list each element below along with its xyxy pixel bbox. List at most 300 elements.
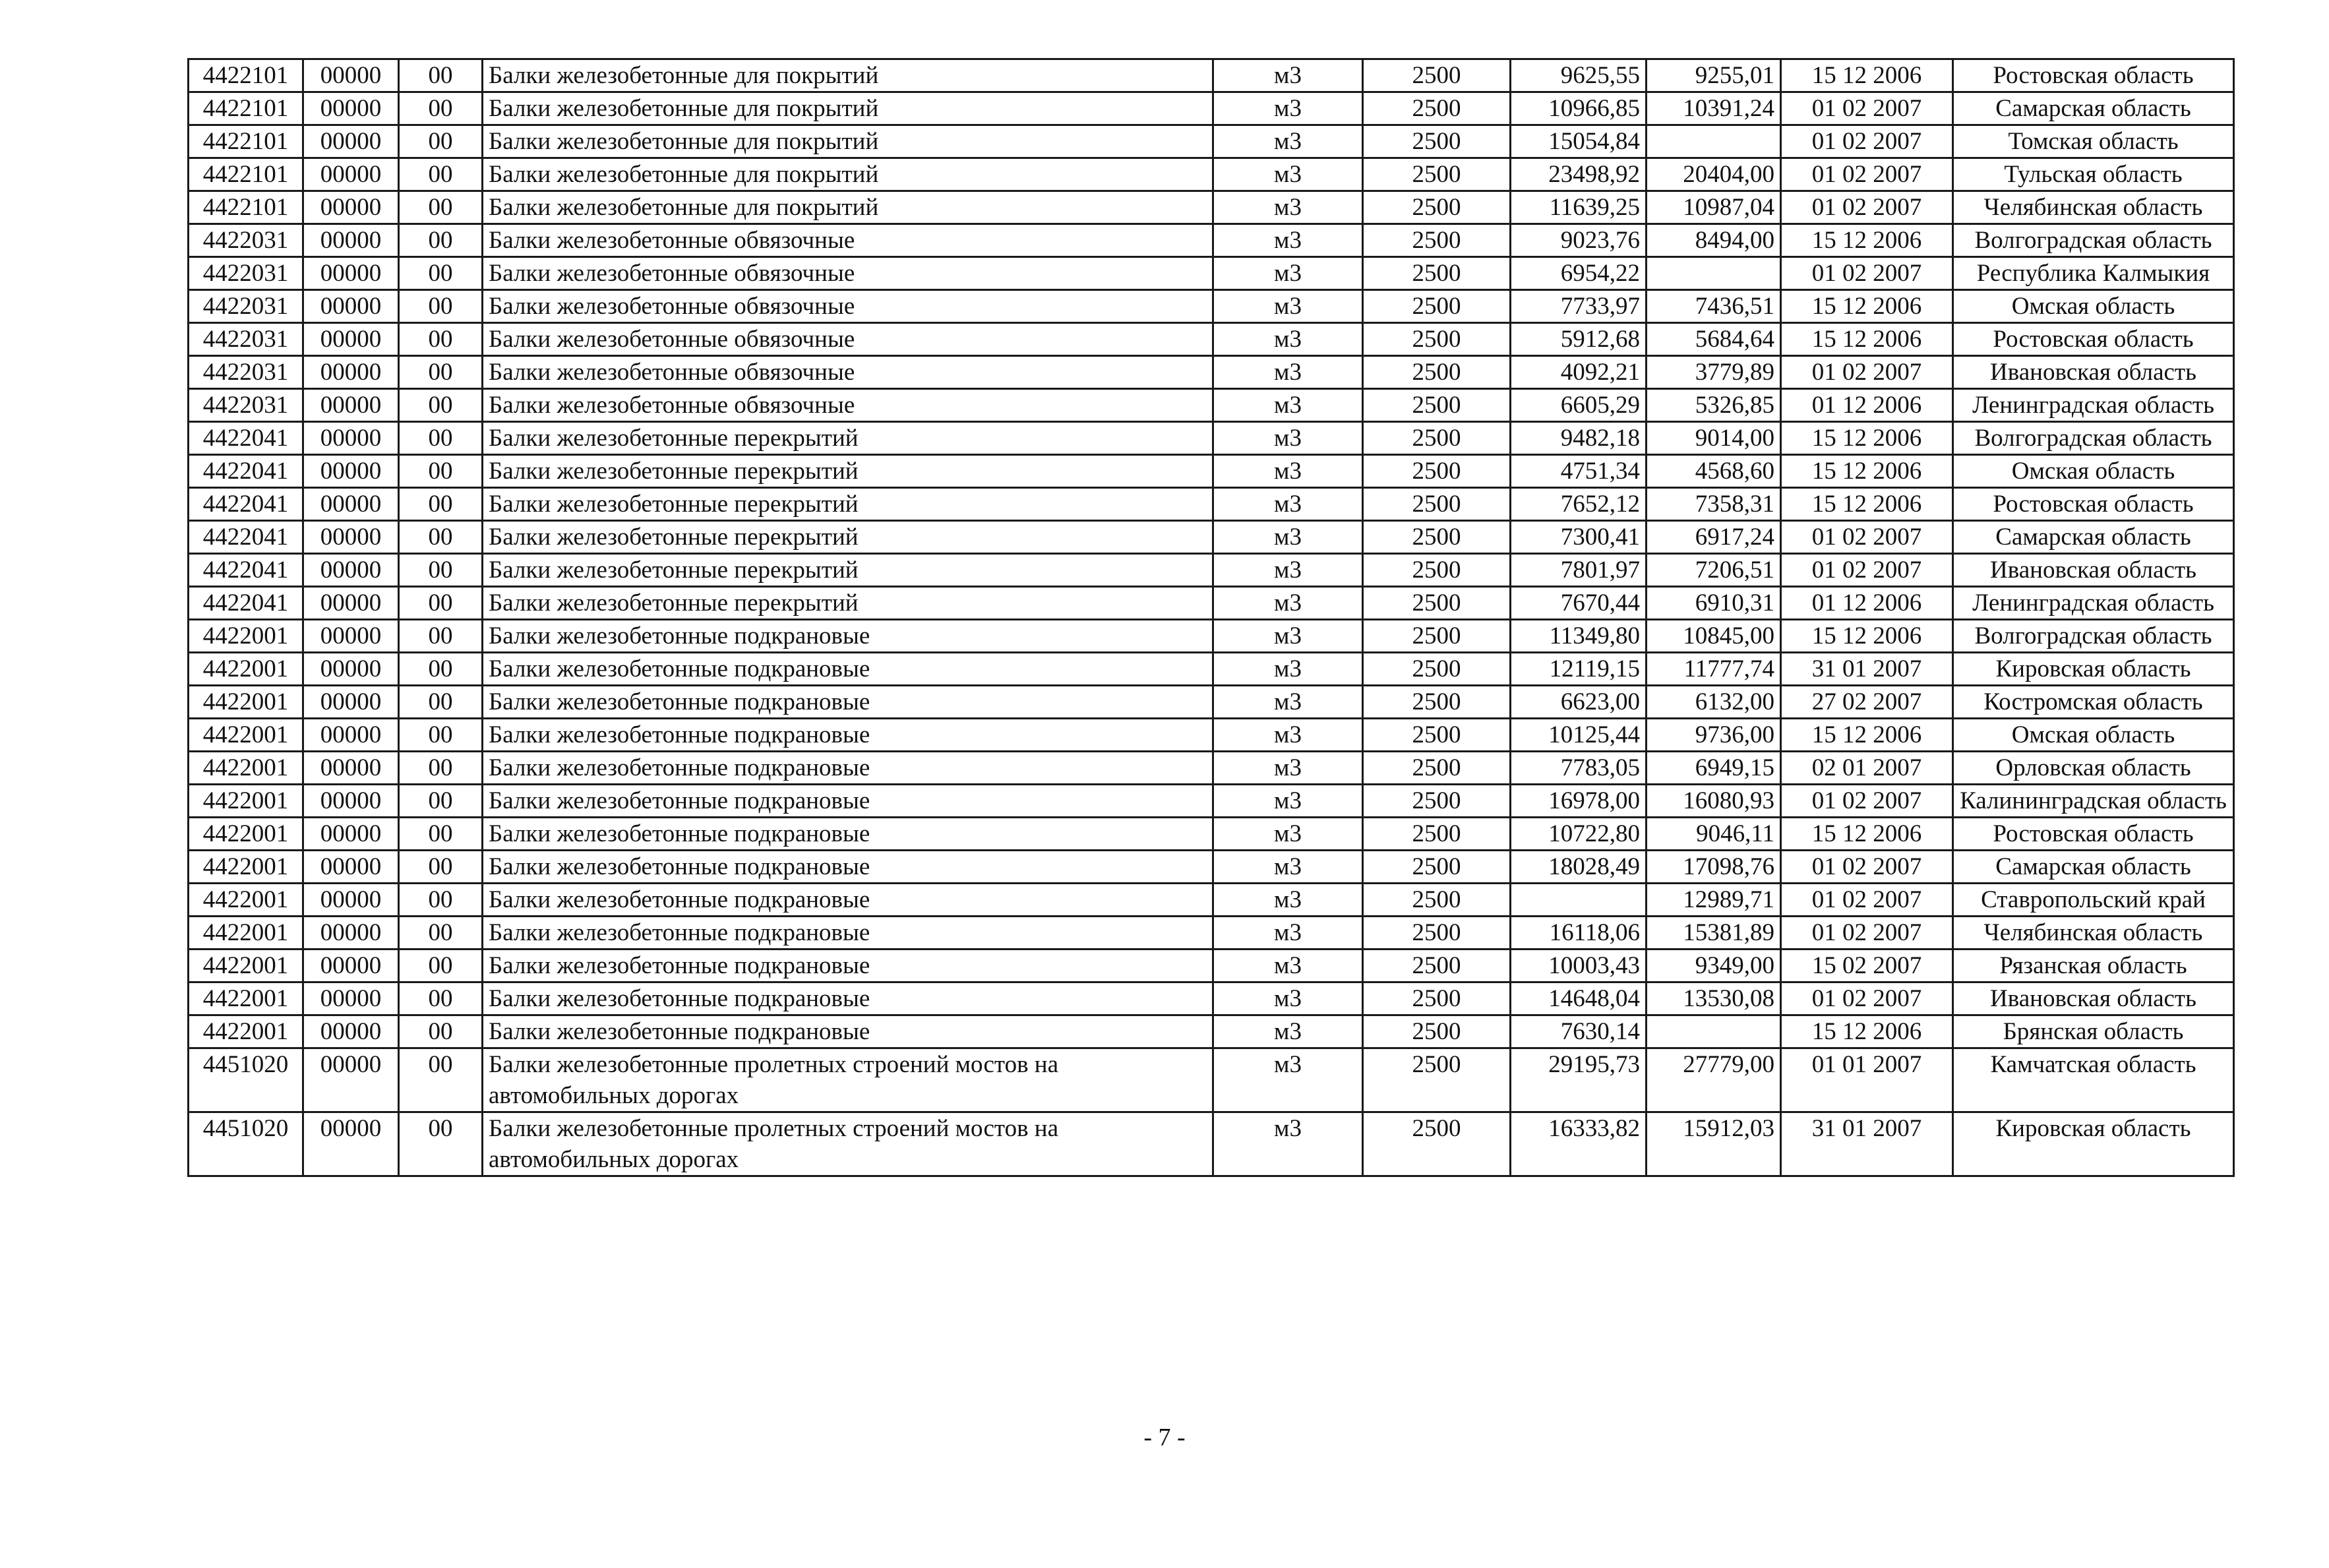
- table-row: [189, 158, 2234, 191]
- cell-region: Челябинская область: [1953, 917, 2234, 950]
- cell-code: 4422001: [189, 1015, 303, 1048]
- cell-product-name: Балки железобетонные для покрытий: [483, 125, 1213, 158]
- cell-grade: 2500: [1363, 752, 1511, 785]
- cell-code: 4451020: [189, 1112, 303, 1176]
- cell-region: Омская область: [1953, 455, 2234, 488]
- cell-product-name: Балки железобетонные для покрытий: [483, 191, 1213, 224]
- cell-grade: 2500: [1363, 290, 1511, 323]
- cell-price-1: 10003,43: [1511, 950, 1647, 982]
- cell-code: 4422001: [189, 719, 303, 752]
- cell-code: 4422001: [189, 982, 303, 1015]
- cell-price-1: 18028,49: [1511, 851, 1647, 884]
- cell-class: 00: [399, 455, 483, 488]
- cell-price-2: 10845,00: [1647, 620, 1781, 653]
- cell-class: 00: [399, 323, 483, 356]
- cell-grade: 2500: [1363, 455, 1511, 488]
- cell-price-2: 9736,00: [1647, 719, 1781, 752]
- cell-code: 4422101: [189, 125, 303, 158]
- cell-date: 15 02 2007: [1781, 950, 1953, 982]
- cell-grade: 2500: [1363, 653, 1511, 686]
- table-row: [189, 389, 2234, 422]
- cell-subcode: 00000: [303, 389, 399, 422]
- cell-date: 01 02 2007: [1781, 785, 1953, 818]
- cell-grade: 2500: [1363, 686, 1511, 719]
- cell-class: 00: [399, 917, 483, 950]
- cell-unit: м3: [1213, 257, 1363, 290]
- cell-price-2: 10391,24: [1647, 92, 1781, 125]
- cell-subcode: 00000: [303, 1112, 399, 1176]
- cell-price-1: 10722,80: [1511, 818, 1647, 851]
- table-row: [189, 455, 2234, 488]
- cell-date: 15 12 2006: [1781, 719, 1953, 752]
- cell-class: 00: [399, 719, 483, 752]
- cell-price-1: 9482,18: [1511, 422, 1647, 455]
- cell-code: 4422041: [189, 554, 303, 587]
- cell-date: 15 12 2006: [1781, 290, 1953, 323]
- cell-price-2: 3779,89: [1647, 356, 1781, 389]
- cell-region: Камчатская область: [1953, 1048, 2234, 1112]
- cell-date: 01 02 2007: [1781, 125, 1953, 158]
- cell-subcode: 00000: [303, 224, 399, 257]
- cell-product-name: Балки железобетонные перекрытий: [483, 521, 1213, 554]
- cell-class: 00: [399, 851, 483, 884]
- cell-code: 4422031: [189, 224, 303, 257]
- cell-grade: 2500: [1363, 1015, 1511, 1048]
- table-row: [189, 224, 2234, 257]
- cell-product-name: Балки железобетонные подкрановые: [483, 851, 1213, 884]
- cell-price-2: 9046,11: [1647, 818, 1781, 851]
- cell-date: 15 12 2006: [1781, 455, 1953, 488]
- cell-date: 02 01 2007: [1781, 752, 1953, 785]
- cell-unit: м3: [1213, 356, 1363, 389]
- cell-price-1: 6623,00: [1511, 686, 1647, 719]
- cell-subcode: 00000: [303, 290, 399, 323]
- table-row: [189, 92, 2234, 125]
- cell-price-1: 10966,85: [1511, 92, 1647, 125]
- cell-region: Волгоградская область: [1953, 422, 2234, 455]
- cell-subcode: 00000: [303, 818, 399, 851]
- cell-product-name: Балки железобетонные подкрановые: [483, 982, 1213, 1015]
- cell-unit: м3: [1213, 191, 1363, 224]
- table-row: [189, 587, 2234, 620]
- cell-date: 01 12 2006: [1781, 587, 1953, 620]
- cell-code: 4422001: [189, 620, 303, 653]
- cell-unit: м3: [1213, 752, 1363, 785]
- cell-code: 4422041: [189, 455, 303, 488]
- cell-product-name: Балки железобетонные подкрановые: [483, 1015, 1213, 1048]
- cell-unit: м3: [1213, 884, 1363, 917]
- cell-product-name: Балки железобетонные подкрановые: [483, 917, 1213, 950]
- cell-class: 00: [399, 554, 483, 587]
- cell-unit: м3: [1213, 389, 1363, 422]
- cell-class: 00: [399, 982, 483, 1015]
- cell-subcode: 00000: [303, 587, 399, 620]
- cell-product-name: Балки железобетонные пролетных строений мостов на автомобильных дорогах: [483, 1112, 1213, 1176]
- cell-price-2: [1647, 257, 1781, 290]
- cell-class: 00: [399, 125, 483, 158]
- cell-grade: 2500: [1363, 719, 1511, 752]
- cell-date: 15 12 2006: [1781, 59, 1953, 92]
- table-row: [189, 653, 2234, 686]
- cell-grade: 2500: [1363, 950, 1511, 982]
- cell-date: 15 12 2006: [1781, 224, 1953, 257]
- cell-region: Республика Калмыкия: [1953, 257, 2234, 290]
- cell-class: 00: [399, 1048, 483, 1112]
- cell-subcode: 00000: [303, 1048, 399, 1112]
- cell-price-2: 17098,76: [1647, 851, 1781, 884]
- cell-date: 15 12 2006: [1781, 620, 1953, 653]
- cell-date: 01 02 2007: [1781, 356, 1953, 389]
- cell-code: 4422101: [189, 191, 303, 224]
- cell-price-2: 13530,08: [1647, 982, 1781, 1015]
- cell-class: 00: [399, 620, 483, 653]
- cell-price-2: 8494,00: [1647, 224, 1781, 257]
- cell-price-2: 5326,85: [1647, 389, 1781, 422]
- cell-product-name: Балки железобетонные подкрановые: [483, 719, 1213, 752]
- cell-unit: м3: [1213, 290, 1363, 323]
- table-row: [189, 59, 2234, 92]
- cell-product-name: Балки железобетонные обвязочные: [483, 389, 1213, 422]
- cell-region: Ростовская область: [1953, 818, 2234, 851]
- table-row: [189, 752, 2234, 785]
- cell-product-name: Балки железобетонные перекрытий: [483, 422, 1213, 455]
- cell-price-1: 16333,82: [1511, 1112, 1647, 1176]
- cell-price-1: 11639,25: [1511, 191, 1647, 224]
- cell-price-2: 6910,31: [1647, 587, 1781, 620]
- cell-price-2: 5684,64: [1647, 323, 1781, 356]
- cell-price-1: 9625,55: [1511, 59, 1647, 92]
- table-row: [189, 1015, 2234, 1048]
- table-row: [189, 290, 2234, 323]
- cell-unit: м3: [1213, 455, 1363, 488]
- cell-class: 00: [399, 950, 483, 982]
- cell-date: 01 02 2007: [1781, 554, 1953, 587]
- cell-grade: 2500: [1363, 818, 1511, 851]
- cell-grade: 2500: [1363, 554, 1511, 587]
- cell-subcode: 00000: [303, 59, 399, 92]
- cell-unit: м3: [1213, 1112, 1363, 1176]
- cell-price-1: 15054,84: [1511, 125, 1647, 158]
- cell-class: 00: [399, 59, 483, 92]
- cell-price-1: 7630,14: [1511, 1015, 1647, 1048]
- cell-product-name: Балки железобетонные обвязочные: [483, 356, 1213, 389]
- cell-class: 00: [399, 224, 483, 257]
- cell-subcode: 00000: [303, 686, 399, 719]
- cell-product-name: Балки железобетонные перекрытий: [483, 554, 1213, 587]
- cell-class: 00: [399, 158, 483, 191]
- cell-price-2: 27779,00: [1647, 1048, 1781, 1112]
- cell-product-name: Балки железобетонные подкрановые: [483, 950, 1213, 982]
- cell-price-1: 23498,92: [1511, 158, 1647, 191]
- cell-region: Волгоградская область: [1953, 224, 2234, 257]
- cell-region: Кировская область: [1953, 1112, 2234, 1176]
- cell-date: 15 12 2006: [1781, 1015, 1953, 1048]
- cell-class: 00: [399, 92, 483, 125]
- cell-unit: м3: [1213, 323, 1363, 356]
- cell-unit: м3: [1213, 92, 1363, 125]
- table-row: [189, 1048, 2234, 1112]
- cell-subcode: 00000: [303, 1015, 399, 1048]
- cell-product-name: Балки железобетонные подкрановые: [483, 752, 1213, 785]
- cell-subcode: 00000: [303, 785, 399, 818]
- cell-region: Ленинградская область: [1953, 587, 2234, 620]
- cell-class: 00: [399, 587, 483, 620]
- cell-grade: 2500: [1363, 884, 1511, 917]
- cell-region: Омская область: [1953, 290, 2234, 323]
- cell-price-2: 15912,03: [1647, 1112, 1781, 1176]
- cell-class: 00: [399, 1112, 483, 1176]
- cell-price-1: 14648,04: [1511, 982, 1647, 1015]
- cell-region: Ростовская область: [1953, 323, 2234, 356]
- cell-grade: 2500: [1363, 356, 1511, 389]
- table-row: [189, 125, 2234, 158]
- cell-unit: м3: [1213, 950, 1363, 982]
- cell-date: 01 02 2007: [1781, 92, 1953, 125]
- cell-product-name: Балки железобетонные перекрытий: [483, 587, 1213, 620]
- cell-grade: 2500: [1363, 785, 1511, 818]
- cell-price-1: 7652,12: [1511, 488, 1647, 521]
- cell-subcode: 00000: [303, 851, 399, 884]
- cell-class: 00: [399, 686, 483, 719]
- table-row: [189, 488, 2234, 521]
- cell-class: 00: [399, 752, 483, 785]
- cell-date: 01 02 2007: [1781, 191, 1953, 224]
- cell-date: 01 02 2007: [1781, 521, 1953, 554]
- cell-code: 4422001: [189, 884, 303, 917]
- cell-subcode: 00000: [303, 719, 399, 752]
- table-row: [189, 785, 2234, 818]
- table-row: [189, 851, 2234, 884]
- cell-unit: м3: [1213, 653, 1363, 686]
- cell-price-1: 16978,00: [1511, 785, 1647, 818]
- cell-region: Самарская область: [1953, 851, 2234, 884]
- cell-date: 01 01 2007: [1781, 1048, 1953, 1112]
- cell-region: Самарская область: [1953, 92, 2234, 125]
- cell-price-1: 7801,97: [1511, 554, 1647, 587]
- cell-class: 00: [399, 356, 483, 389]
- cell-subcode: 00000: [303, 323, 399, 356]
- cell-unit: м3: [1213, 488, 1363, 521]
- cell-unit: м3: [1213, 125, 1363, 158]
- cell-grade: 2500: [1363, 323, 1511, 356]
- cell-region: Тульская область: [1953, 158, 2234, 191]
- cell-code: 4422001: [189, 686, 303, 719]
- cell-unit: м3: [1213, 422, 1363, 455]
- cell-code: 4422001: [189, 950, 303, 982]
- cell-price-2: 7436,51: [1647, 290, 1781, 323]
- cell-date: 01 02 2007: [1781, 982, 1953, 1015]
- cell-region: Орловская область: [1953, 752, 2234, 785]
- cell-code: 4422001: [189, 752, 303, 785]
- cell-date: 01 02 2007: [1781, 917, 1953, 950]
- cell-class: 00: [399, 191, 483, 224]
- cell-product-name: Балки железобетонные подкрановые: [483, 653, 1213, 686]
- table-row: [189, 422, 2234, 455]
- cell-date: 01 12 2006: [1781, 389, 1953, 422]
- cell-subcode: 00000: [303, 620, 399, 653]
- cell-grade: 2500: [1363, 257, 1511, 290]
- table-row: [189, 257, 2234, 290]
- cell-product-name: Балки железобетонные подкрановые: [483, 686, 1213, 719]
- cell-code: 4422001: [189, 851, 303, 884]
- cell-subcode: 00000: [303, 950, 399, 982]
- cell-region: Челябинская область: [1953, 191, 2234, 224]
- cell-price-1: 7733,97: [1511, 290, 1647, 323]
- table-row: [189, 1112, 2234, 1176]
- cell-price-1: 4092,21: [1511, 356, 1647, 389]
- cell-region: Самарская область: [1953, 521, 2234, 554]
- table-row: [189, 686, 2234, 719]
- cell-price-2: 6132,00: [1647, 686, 1781, 719]
- cell-subcode: 00000: [303, 653, 399, 686]
- cell-subcode: 00000: [303, 917, 399, 950]
- cell-unit: м3: [1213, 1015, 1363, 1048]
- cell-subcode: 00000: [303, 158, 399, 191]
- cell-price-1: 11349,80: [1511, 620, 1647, 653]
- cell-price-1: 7300,41: [1511, 521, 1647, 554]
- cell-price-1: 12119,15: [1511, 653, 1647, 686]
- cell-region: Ивановская область: [1953, 554, 2234, 587]
- cell-price-2: 4568,60: [1647, 455, 1781, 488]
- cell-price-1: 6605,29: [1511, 389, 1647, 422]
- cell-price-2: [1647, 1015, 1781, 1048]
- cell-unit: м3: [1213, 587, 1363, 620]
- table-row: [189, 323, 2234, 356]
- cell-price-2: 9014,00: [1647, 422, 1781, 455]
- cell-date: 15 12 2006: [1781, 488, 1953, 521]
- cell-class: 00: [399, 389, 483, 422]
- cell-region: Ивановская область: [1953, 356, 2234, 389]
- cell-price-2: 6917,24: [1647, 521, 1781, 554]
- cell-region: Ивановская область: [1953, 982, 2234, 1015]
- cell-class: 00: [399, 884, 483, 917]
- cell-product-name: Балки железобетонные обвязочные: [483, 257, 1213, 290]
- cell-product-name: Балки железобетонные подкрановые: [483, 785, 1213, 818]
- cell-subcode: 00000: [303, 356, 399, 389]
- page-number: - 7 -: [1143, 1424, 1186, 1451]
- cell-date: 31 01 2007: [1781, 653, 1953, 686]
- cell-price-1: [1511, 884, 1647, 917]
- cell-product-name: Балки железобетонные для покрытий: [483, 158, 1213, 191]
- cell-code: 4422031: [189, 290, 303, 323]
- cell-grade: 2500: [1363, 158, 1511, 191]
- table-row: [189, 884, 2234, 917]
- cell-code: 4422101: [189, 59, 303, 92]
- cell-date: 01 02 2007: [1781, 158, 1953, 191]
- cell-class: 00: [399, 290, 483, 323]
- cell-price-2: [1647, 125, 1781, 158]
- cell-date: 27 02 2007: [1781, 686, 1953, 719]
- cell-unit: м3: [1213, 686, 1363, 719]
- cell-price-2: 11777,74: [1647, 653, 1781, 686]
- cell-grade: 2500: [1363, 587, 1511, 620]
- cell-grade: 2500: [1363, 982, 1511, 1015]
- cell-code: 4422001: [189, 917, 303, 950]
- cell-product-name: Балки железобетонные для покрытий: [483, 59, 1213, 92]
- cell-subcode: 00000: [303, 554, 399, 587]
- cell-subcode: 00000: [303, 257, 399, 290]
- cell-date: 15 12 2006: [1781, 323, 1953, 356]
- cell-unit: м3: [1213, 1048, 1363, 1112]
- cell-class: 00: [399, 521, 483, 554]
- cell-region: Томская область: [1953, 125, 2234, 158]
- cell-unit: м3: [1213, 851, 1363, 884]
- cell-code: 4422001: [189, 785, 303, 818]
- cell-subcode: 00000: [303, 488, 399, 521]
- cell-subcode: 00000: [303, 982, 399, 1015]
- cell-price-2: 6949,15: [1647, 752, 1781, 785]
- cell-product-name: Балки железобетонные подкрановые: [483, 884, 1213, 917]
- cell-subcode: 00000: [303, 191, 399, 224]
- cell-grade: 2500: [1363, 488, 1511, 521]
- cell-code: 4422041: [189, 422, 303, 455]
- cell-price-2: 20404,00: [1647, 158, 1781, 191]
- cell-grade: 2500: [1363, 1048, 1511, 1112]
- cell-subcode: 00000: [303, 125, 399, 158]
- cell-date: 01 02 2007: [1781, 851, 1953, 884]
- table-row: [189, 982, 2234, 1015]
- cell-subcode: 00000: [303, 455, 399, 488]
- cell-price-2: 9255,01: [1647, 59, 1781, 92]
- cell-price-2: 12989,71: [1647, 884, 1781, 917]
- table-row: [189, 818, 2234, 851]
- cell-grade: 2500: [1363, 917, 1511, 950]
- cell-region: Брянская область: [1953, 1015, 2234, 1048]
- cell-unit: м3: [1213, 521, 1363, 554]
- cell-code: 4422001: [189, 818, 303, 851]
- cell-class: 00: [399, 818, 483, 851]
- cell-unit: м3: [1213, 982, 1363, 1015]
- cell-region: Ставропольский край: [1953, 884, 2234, 917]
- cell-grade: 2500: [1363, 620, 1511, 653]
- cell-price-2: 7206,51: [1647, 554, 1781, 587]
- cell-code: 4422101: [189, 92, 303, 125]
- cell-unit: м3: [1213, 224, 1363, 257]
- table-row: [189, 554, 2234, 587]
- cell-price-1: 5912,68: [1511, 323, 1647, 356]
- cell-product-name: Балки железобетонные перекрытий: [483, 455, 1213, 488]
- cell-code: 4422031: [189, 356, 303, 389]
- cell-date: 15 12 2006: [1781, 422, 1953, 455]
- cell-unit: м3: [1213, 554, 1363, 587]
- cell-price-1: 4751,34: [1511, 455, 1647, 488]
- cell-price-2: 10987,04: [1647, 191, 1781, 224]
- cell-grade: 2500: [1363, 92, 1511, 125]
- cell-region: Кировская область: [1953, 653, 2234, 686]
- cell-product-name: Балки железобетонные для покрытий: [483, 92, 1213, 125]
- cell-grade: 2500: [1363, 1112, 1511, 1176]
- cell-grade: 2500: [1363, 521, 1511, 554]
- cell-price-1: 9023,76: [1511, 224, 1647, 257]
- cell-price-2: 15381,89: [1647, 917, 1781, 950]
- cell-code: 4422001: [189, 653, 303, 686]
- cell-grade: 2500: [1363, 224, 1511, 257]
- cell-unit: м3: [1213, 818, 1363, 851]
- cell-product-name: Балки железобетонные перекрытий: [483, 488, 1213, 521]
- table-row: [189, 917, 2234, 950]
- cell-price-1: 7670,44: [1511, 587, 1647, 620]
- cell-price-1: 16118,06: [1511, 917, 1647, 950]
- cell-grade: 2500: [1363, 851, 1511, 884]
- table-row: [189, 719, 2234, 752]
- cell-unit: м3: [1213, 158, 1363, 191]
- cell-class: 00: [399, 488, 483, 521]
- table-row: [189, 191, 2234, 224]
- cell-unit: м3: [1213, 785, 1363, 818]
- cell-product-name: Балки железобетонные обвязочные: [483, 323, 1213, 356]
- cell-grade: 2500: [1363, 389, 1511, 422]
- cell-code: 4422041: [189, 488, 303, 521]
